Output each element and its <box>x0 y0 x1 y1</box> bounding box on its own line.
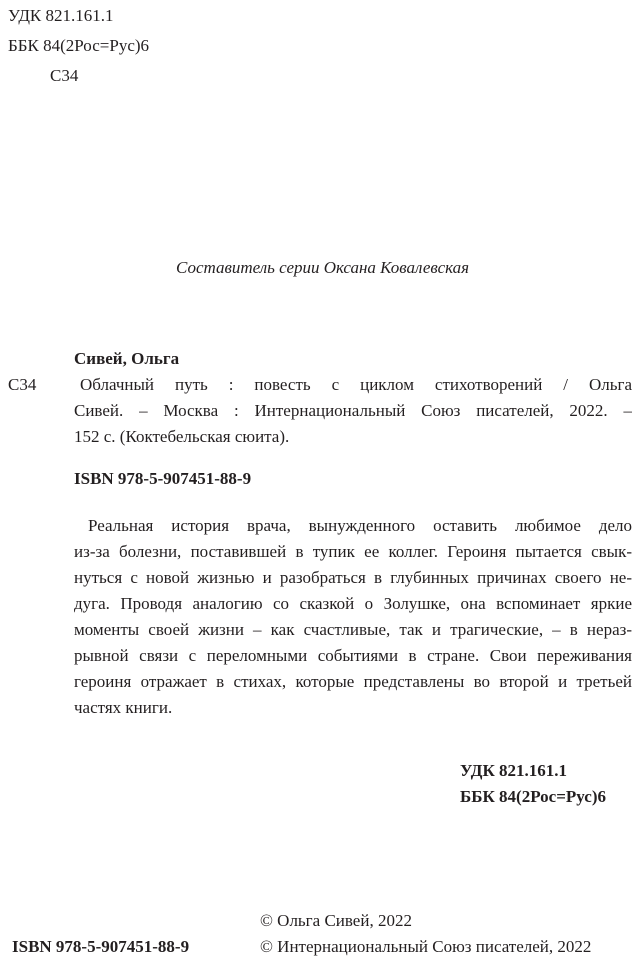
classification-udk: УДК 821.161.1 <box>460 761 568 780</box>
annotation-line: моменты своей жизни – как счастливые, так и трагические, – в нераз- <box>74 620 632 639</box>
annotation-line: Реальная история врача, вынужденного оставить любимое дело <box>88 516 632 535</box>
classification-bbk: ББК 84(2Рос=Рус)6 <box>460 787 606 806</box>
annotation-line: героиня отражает в стихах, которые представлены во второй и третьей <box>74 672 632 691</box>
annotation-line: нуться с новой жизнью и разобраться в глубинных причинах своего не- <box>74 568 632 587</box>
catalog-line-2: Сивей. – Москва : Интернациональный Союз писателей, 2022. – <box>74 401 632 420</box>
series-editor: Составитель серии Оксана Ковалевская <box>176 258 470 277</box>
annotation-line: рывной связи с переломными событиями в стране. Свои переживания <box>74 646 632 665</box>
catalog-sign: С34 <box>8 375 37 394</box>
copyright-author: © Ольга Сивей, 2022 <box>260 911 412 930</box>
annotation-line: дуга. Проводя аналогию со сказкой о Золушке, она вспоминает яркие <box>74 594 632 613</box>
catalog-isbn: ISBN 978-5-907451-88-9 <box>74 469 252 488</box>
annotation-line: из-за болезни, поставившей в тупик ее коллег. Героиня пытается свык- <box>74 542 632 561</box>
header-author-sign: С34 <box>50 66 79 85</box>
footer-isbn: ISBN 978-5-907451-88-9 <box>12 937 190 956</box>
catalog-line-3: 152 с. (Коктебельская сюита). <box>74 427 290 446</box>
annotation-line: частях книги. <box>74 698 173 717</box>
header-udk: УДК 821.161.1 <box>8 6 114 25</box>
header-bbk: ББК 84(2Рос=Рус)6 <box>8 36 150 55</box>
copyright-publisher: © Интернациональный Союз писателей, 2022 <box>260 937 592 956</box>
catalog-author: Сивей, Ольга <box>74 349 180 368</box>
catalog-line-1: Облачный путь : повесть с циклом стихотворений / Ольга <box>80 375 632 394</box>
